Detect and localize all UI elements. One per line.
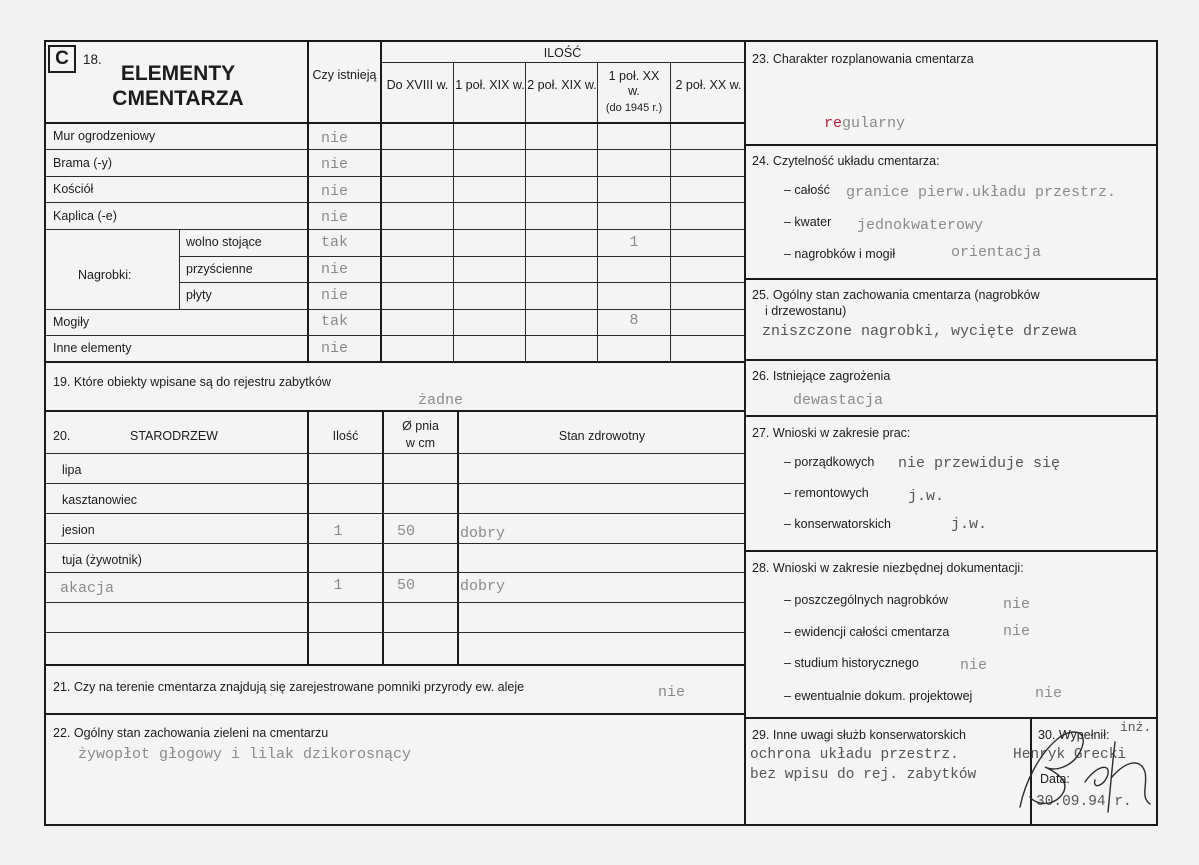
q27-label: 27. Wnioski w zakresie prac: [752,426,911,440]
q27-item-answer: j.w. [908,488,945,505]
q24-item-answer: orientacja [951,244,1042,261]
row-label: Mogiły [53,315,90,329]
exists-value: tak [321,234,349,251]
row-label: Inne elementy [53,341,132,355]
trees-col-qty: Ilość [332,429,359,443]
divider [44,713,745,715]
divider [44,335,745,336]
q29-label: 29. Inne uwagi służb konserwatorskich [752,728,967,742]
divider [44,513,745,514]
divider [44,309,745,310]
exists-value: nie [321,130,349,147]
exists-value: nie [321,340,349,357]
signature [1000,712,1160,822]
q28-item-answer: nie [960,657,988,674]
trees-col-health: Stan zdrowotny [558,429,646,443]
divider [44,122,745,124]
divider [453,62,454,362]
exists-value: tak [321,313,349,330]
tree-diam: 50 [396,577,415,594]
col-exists-header: Czy istnieją [312,68,377,82]
divider [44,410,745,412]
section-number: 18. [83,52,102,67]
exists-value: nie [321,183,349,200]
tree-name: jesion [62,523,95,537]
q22-answer: żywopłot głogowy i lilak dzikorosnący [78,746,412,763]
exists-value: nie [321,261,349,278]
q21-answer: nie [658,684,686,701]
q27-item-label: – porządkowych [784,455,875,469]
tree-health: dobry [460,578,506,595]
q27-item-label: – konserwatorskich [784,517,891,531]
row-label: Brama (-y) [53,156,113,170]
q24-item-label: – nagrobków i mogił [784,247,896,261]
divider [44,361,745,363]
q30-name: Henryk Grecki [1013,747,1127,763]
divider [44,572,745,573]
divider [44,176,745,177]
q25-label: 25. Ogólny stan zachowania cmentarza (nagrobków [752,288,1040,302]
period-header: Do XVIII w. [386,78,449,92]
divider [744,278,1158,280]
tree-qty: 1 [333,577,343,594]
section-title-1: ELEMENTY [120,62,236,85]
q24-item-label: – całość [784,183,830,197]
q28-label: 28. Wnioski w zakresie niezbędnej dokumentacji: [752,561,1024,575]
divider [179,282,745,283]
q30-date: 30.09.94 r. [1036,794,1132,810]
q23-answer-rest: gularny [842,115,906,132]
divider [44,632,745,633]
divider [179,256,745,257]
tree-health: dobry [460,525,506,542]
q26-label: 26. Istniejące zagrożenia [752,369,891,383]
q24-item-label: – kwater [784,215,832,229]
q28-item-answer: nie [1003,623,1031,640]
q30-date-label: Data: [1040,772,1070,786]
divider [44,149,745,150]
exists-value: nie [321,209,349,226]
qty-value: 1 [629,234,639,251]
q26-answer: dewastacja [793,392,884,409]
q28-item-label: – ewentualnie dokum. projektowej [784,689,973,703]
divider [44,664,745,666]
nagrobki-label: Nagrobki: [78,268,132,282]
row-label: płyty [186,288,212,302]
q24-item-answer: granice pierw.układu przestrz. [846,184,1117,201]
q23-answer [824,114,905,133]
divider [744,144,1158,146]
q27-item-answer: j.w. [951,516,988,533]
row-label: Mur ogrodzeniowy [53,129,156,143]
period-header: 1 poł. XIX w. [455,78,525,92]
q25-label-2: i drzewostanu) [765,304,847,318]
trees-col-diam: Ø pnia [402,419,439,433]
q28-item-label: – poszczególnych nagrobków [784,593,948,607]
period-header: 2 poł. XIX w. [527,78,597,92]
divider [44,483,745,484]
q30-title: inż. [1120,720,1152,735]
divider [670,62,671,362]
divider [44,202,745,203]
trees-number: 20. [53,429,71,443]
section-title-2: CMENTARZA [112,87,244,110]
period-header: 1 poł. XX w. [608,69,660,98]
tree-qty: 1 [333,523,343,540]
period-header: 2 poł. XX w. [675,78,742,92]
q28-item-label: – studium historycznego [784,656,919,670]
q29-answer-1: ochrona układu przestrz. [750,747,959,763]
q27-item-answer: nie przewiduje się [898,455,1061,472]
row-label: wolno stojące [186,235,262,249]
divider [744,415,1158,417]
row-label: Kaplica (-e) [53,209,117,223]
tree-diam: 50 [396,523,415,540]
q28-item-answer: nie [1035,685,1063,702]
exists-value: nie [321,287,349,304]
divider [525,62,526,362]
section-letter: C [48,45,76,73]
q30-label: 30. Wypełnił: [1038,728,1110,742]
q23-answer-marked: re [824,115,843,132]
q21-label: 21. Czy na terenie cmentarza znajdują się zarejestrowane pomniki przyrody ew. aleje [53,680,525,694]
q23-label: 23. Charakter rozplanowania cmentarza [752,52,974,66]
trees-col-diam-unit: w cm [405,436,436,450]
row-label: Kościół [53,182,94,196]
qty-header: ILOŚĆ [543,46,582,60]
divider [44,229,745,230]
q19-label: 19. Które obiekty wpisane są do rejestru zabytków [53,375,331,389]
divider [380,62,745,63]
divider [457,410,459,665]
qty-value: 8 [629,312,639,329]
period-header-note: (do 1945 r.) [605,102,663,114]
trees-title: STARODRZEW [130,429,218,443]
divider [744,359,1158,361]
q24-item-answer: jednokwaterowy [857,217,984,234]
divider [44,453,745,454]
divider [44,543,745,544]
tree-name: tuja (żywotnik) [62,553,142,567]
q22-label: 22. Ogólny stan zachowania zieleni na cmentarzu [53,726,329,740]
divider [179,229,180,309]
row-label: przyścienne [186,262,253,276]
q29-answer-2: bez wpisu do rej. zabytków [750,767,977,783]
q27-item-label: – remontowych [784,486,869,500]
divider [44,602,745,603]
tree-name: kasztanowiec [62,493,138,507]
tree-name-typed: akacja [60,580,115,597]
divider [307,40,309,362]
exists-value: nie [321,156,349,173]
divider [744,550,1158,552]
q28-item-label: – ewidencji całości cmentarza [784,625,950,639]
q28-item-answer: nie [1003,596,1031,613]
tree-name: lipa [62,463,82,477]
q24-label: 24. Czytelność układu cmentarza: [752,154,940,168]
q19-answer: żadne [418,392,464,409]
q25-answer: zniszczone nagrobki, wycięte drzewa [762,323,1078,340]
